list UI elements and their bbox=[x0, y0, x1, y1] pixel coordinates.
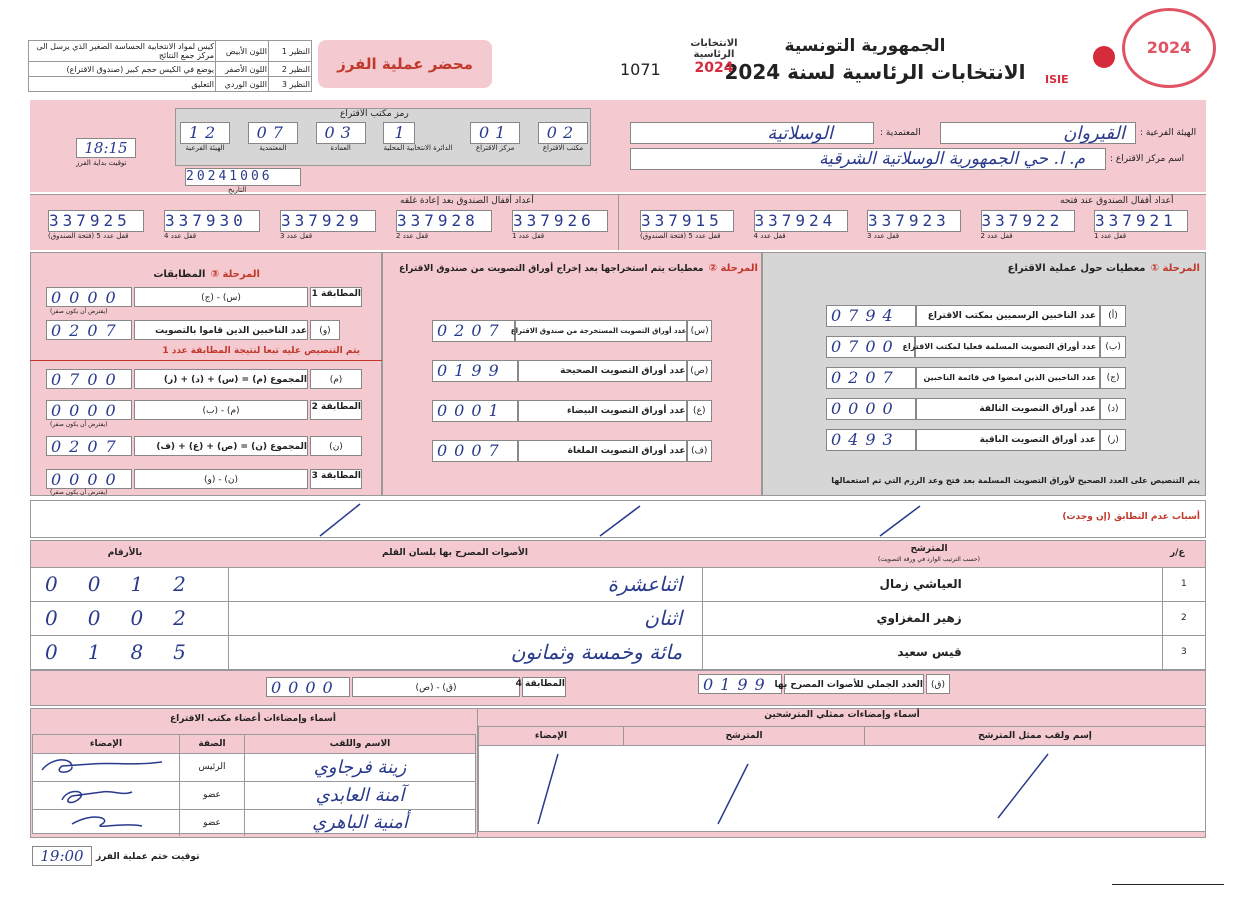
form-title: محضر عملية الفرز bbox=[337, 55, 473, 73]
lock-label: قفل عدد 2 bbox=[396, 232, 429, 240]
col-num: ع/ر bbox=[1170, 548, 1185, 558]
legend-color: اللون الأصفر bbox=[216, 62, 269, 77]
stage2-key: (ف) bbox=[687, 440, 712, 462]
reps-title: أسماء وإمضاءات ممثلي المترشحين bbox=[764, 710, 920, 720]
pen-stroke bbox=[998, 754, 1048, 818]
stage2-value[interactable]: 0207 bbox=[432, 320, 515, 342]
stage1-label: عدد أوراق التصويت المسلمة فعليا لمكتب الاقتراع bbox=[915, 336, 1100, 358]
pen-stroke bbox=[320, 504, 360, 536]
stage2-title-text: معطيات يتم استخراجها بعد إخراج أوراق التصويت من صندوق الاقتراع bbox=[399, 264, 704, 274]
stage1-rows bbox=[826, 306, 1126, 461]
stage1-note: يتم التنصيص على العدد الصحيح لأوراق التصويت المسلمة بعد فتح وعد الرزم التي تم استعمالها bbox=[831, 476, 1200, 485]
stage2-row bbox=[432, 360, 712, 380]
col-rep-name: إسم ولقب ممثل المترشح bbox=[978, 731, 1092, 741]
col-role: الصفة bbox=[180, 735, 245, 753]
sum-m-value[interactable]: 0700 bbox=[46, 369, 132, 389]
stage1-label: عدد أوراق التصويت التالفة bbox=[916, 398, 1100, 420]
lock-value[interactable]: 337925 bbox=[48, 210, 144, 232]
sum-m-key: (م) bbox=[310, 369, 362, 389]
legend-num: النظير 2 bbox=[269, 62, 312, 77]
lock-field bbox=[396, 210, 492, 250]
stage2-key: (س) bbox=[687, 320, 712, 342]
legend-desc: يوضع في الكيس حجم كبير (صندوق الاقتراع) bbox=[29, 62, 216, 77]
candidate-digits[interactable]: 0185 bbox=[31, 636, 229, 669]
stage1-row bbox=[826, 399, 1126, 419]
sum-n-key: (ن) bbox=[310, 436, 362, 456]
candidate-words[interactable]: اثناعشرة bbox=[229, 568, 704, 601]
candidate-name: زهير المغزاوي bbox=[703, 602, 1163, 635]
stage1-title-text: معطيات حول عملية الاقتراع bbox=[1007, 263, 1146, 274]
code-part-label: المعتمدية bbox=[259, 144, 287, 152]
member-role: الرئيس bbox=[180, 754, 245, 781]
code-value[interactable]: 12 bbox=[180, 122, 230, 144]
locks-divider bbox=[618, 194, 619, 250]
match3-label: المطابقة 3 bbox=[310, 469, 362, 489]
candidate-name: العياشي زمال bbox=[703, 568, 1163, 601]
candidate-row bbox=[30, 636, 1206, 670]
stage3-divider bbox=[30, 360, 382, 361]
candidates-table bbox=[30, 568, 1206, 670]
match3-value[interactable]: 0000 bbox=[46, 469, 132, 489]
candidate-words[interactable]: اثنان bbox=[229, 602, 704, 635]
candidate-num: 3 bbox=[1180, 647, 1187, 657]
code-value[interactable]: 03 bbox=[316, 122, 366, 144]
stage1-key: (ب) bbox=[1100, 336, 1126, 358]
lock-label: قفل عدد 2 bbox=[980, 232, 1013, 240]
stage1-row bbox=[826, 430, 1126, 450]
code-value[interactable]: 07 bbox=[248, 122, 298, 144]
col-rep-sign: الإمضاء bbox=[479, 727, 624, 745]
locks-after-row bbox=[48, 210, 608, 250]
sub-authority-value[interactable]: القيروان bbox=[940, 122, 1136, 144]
lock-value[interactable]: 337928 bbox=[396, 210, 492, 232]
voted-value[interactable]: 0207 bbox=[46, 320, 132, 340]
lock-field bbox=[867, 210, 961, 250]
center-value[interactable]: م. ا. حي الجمهورية الوسلاتية الشرقية bbox=[630, 148, 1106, 170]
lock-value[interactable]: 337923 bbox=[867, 210, 961, 232]
end-time-label: توقيت ختم عملية الفرز bbox=[96, 852, 200, 862]
stage2-label: عدد أوراق التصويت البيضاء bbox=[518, 400, 686, 422]
stage1-title bbox=[820, 256, 1200, 275]
code-value[interactable]: 01 bbox=[470, 122, 520, 144]
candidate-name: قيس سعيد bbox=[703, 636, 1163, 669]
form-number: 1071 bbox=[620, 60, 661, 79]
match3-formula: (و) - (ن) bbox=[134, 469, 308, 489]
stage2-value[interactable]: 0007 bbox=[432, 440, 518, 462]
col-fullname: الاسم واللقب bbox=[329, 739, 391, 749]
polling-code-fields bbox=[180, 122, 588, 162]
lock-value[interactable]: 337922 bbox=[981, 210, 1075, 232]
lock-field bbox=[164, 210, 260, 250]
q-value[interactable]: 0199 bbox=[698, 674, 782, 694]
member-role: عضو bbox=[180, 782, 245, 809]
lock-label: قفل عدد 3 bbox=[867, 232, 900, 240]
voted-label: عدد الناخبين الذين قاموا بالتصويت bbox=[134, 320, 308, 340]
legend-row bbox=[29, 41, 312, 62]
signature-stroke bbox=[62, 792, 132, 803]
sub-authority-label: الهيئة الفرعية : bbox=[1140, 128, 1197, 138]
signature-stroke bbox=[42, 760, 162, 772]
code-value[interactable]: 02 bbox=[538, 122, 588, 144]
q-label: العدد الجملي للأصوات المصرح بها bbox=[784, 674, 924, 694]
stage3-title-text: المطابقات bbox=[153, 269, 206, 280]
legend-color: اللون الوردي bbox=[216, 77, 269, 92]
candidate-digits[interactable]: 0002 bbox=[31, 602, 229, 635]
stage1-value[interactable]: 0493 bbox=[826, 429, 916, 451]
stage3-title bbox=[40, 262, 260, 281]
voted-note: يتم التنصيص عليه تبعا لنتيجة المطابقة عدد 1 bbox=[162, 346, 360, 356]
code-part bbox=[316, 122, 366, 162]
legend-num: النظير 3 bbox=[269, 77, 312, 92]
code-value[interactable]: 1 bbox=[383, 122, 415, 144]
logo-text: الانتخابات الرئاسية bbox=[690, 38, 738, 60]
stage3-stage: المرحلة ③ bbox=[210, 269, 260, 280]
member-role: عضو bbox=[180, 810, 245, 836]
stamp bbox=[1122, 8, 1216, 88]
header-republic: الجمهورية التونسية bbox=[784, 36, 946, 56]
lock-label: قفل عدد 1 bbox=[1094, 232, 1127, 240]
mismatch-label: أسباب عدم التطابق (إن وجدت) bbox=[1062, 512, 1200, 522]
stage2-label: عدد أوراق التصويت المستخرجة من صندوق الاقتراع bbox=[515, 320, 687, 342]
code-part-label: الدائرة الانتخابية المحلية bbox=[383, 144, 453, 152]
totals-section bbox=[30, 670, 1206, 706]
lock-value[interactable]: 337929 bbox=[280, 210, 376, 232]
member-name[interactable]: زينة فرجاوي bbox=[313, 757, 407, 778]
lock-label: قفل عدد 3 bbox=[280, 232, 313, 240]
lock-label: قفل عدد 4 bbox=[164, 232, 197, 240]
lock-field bbox=[754, 210, 848, 250]
lock-value[interactable]: 337926 bbox=[512, 210, 608, 232]
form-title-box bbox=[318, 40, 492, 88]
code-part-label: الهيئة الفرعية bbox=[185, 144, 225, 152]
stage2-row bbox=[432, 320, 712, 340]
match2-note: (يفترض أن يكون صفر) bbox=[50, 421, 108, 428]
match4-formula: (ص) - (ق) bbox=[352, 677, 520, 697]
signature-stroke bbox=[72, 817, 142, 826]
candidate-words[interactable]: مائة وخمسة وثمانون bbox=[229, 636, 704, 669]
candidate-num: 2 bbox=[1180, 613, 1187, 623]
pen-stroke bbox=[600, 506, 640, 536]
legend-desc: كيس لمواد الانتخابية الحساسة الصغير الذي يرسل الى مركز جمع النتائج bbox=[29, 41, 216, 62]
lock-value[interactable]: 337921 bbox=[1094, 210, 1188, 232]
stage1-value[interactable]: 0207 bbox=[826, 367, 916, 389]
stage1-key: (أ) bbox=[1100, 305, 1126, 327]
header-election-title: الانتخابات الرئاسية لسنة 2024 bbox=[724, 60, 1026, 84]
stage2-stage: المرحلة ② bbox=[708, 263, 758, 274]
lock-value[interactable]: 337924 bbox=[754, 210, 848, 232]
stage1-value[interactable]: 0700 bbox=[826, 336, 915, 358]
sum-n-value[interactable]: 0207 bbox=[46, 436, 132, 456]
lock-label: قفل عدد 5 (فتحة الصندوق) bbox=[48, 232, 129, 240]
stage2-rows bbox=[432, 320, 712, 480]
match4-value[interactable]: 0000 bbox=[266, 677, 350, 697]
start-time-label: توقيت بداية الفرز bbox=[76, 159, 127, 167]
match4-label: المطابقة 4 bbox=[522, 677, 566, 697]
stamp-year: 2024 bbox=[1146, 38, 1192, 57]
lock-label: قفل عدد 5 (فتحة الصندوق) bbox=[640, 232, 721, 240]
candidate-num: 1 bbox=[1180, 579, 1187, 589]
polling-code-label: رمز مكتب الاقتراع bbox=[340, 109, 409, 119]
lock-field bbox=[280, 210, 376, 250]
locks-before-label: أعداد أقفال الصندوق عند فتحه bbox=[1060, 196, 1174, 206]
logo-year: 2024 bbox=[694, 60, 734, 76]
code-part bbox=[248, 122, 298, 162]
candidate-row bbox=[30, 602, 1206, 636]
stage2-row bbox=[432, 440, 712, 460]
stage1-row bbox=[826, 337, 1126, 357]
stage1-value[interactable]: 0794 bbox=[826, 305, 916, 327]
legend-num: النظير 1 bbox=[269, 41, 312, 62]
lock-field bbox=[1094, 210, 1188, 250]
sum-n-label: المجموع (ن) = (ص) + (ع) + (ف) bbox=[134, 436, 308, 456]
code-part bbox=[180, 122, 230, 162]
match2-label: المطابقة 2 bbox=[310, 400, 362, 420]
copies-legend bbox=[28, 40, 312, 92]
lock-field bbox=[640, 210, 734, 250]
match2-value[interactable]: 0000 bbox=[46, 400, 132, 420]
center-label: اسم مركز الاقتراع : bbox=[1110, 154, 1185, 164]
flag-icon bbox=[1093, 46, 1115, 68]
candidate-row bbox=[30, 568, 1206, 602]
candidate-digits[interactable]: 0012 bbox=[31, 568, 229, 601]
match1-formula: (ج) - (س) bbox=[134, 287, 308, 307]
locks-before-row bbox=[640, 210, 1188, 250]
legend-row bbox=[29, 62, 312, 77]
legend-row bbox=[29, 77, 312, 92]
stage1-label: عدد الناخبين الذين امضوا في قائمة الناخبين bbox=[916, 367, 1100, 389]
col-name-text: المترشح bbox=[910, 544, 948, 554]
q-key: (ق) bbox=[926, 674, 950, 694]
col-digits: بالأرقام bbox=[107, 548, 143, 558]
sum-m-label: المجموع (م) = (س) + (د) + (ر) bbox=[134, 369, 308, 389]
lock-field bbox=[981, 210, 1075, 250]
stage1-key: (د) bbox=[1100, 398, 1126, 420]
stage2-title bbox=[386, 256, 758, 275]
voted-key: (و) bbox=[310, 320, 340, 340]
member-name[interactable]: آمنة العابدي bbox=[315, 785, 405, 806]
member-signature-strokes bbox=[32, 752, 178, 834]
date-value[interactable]: 20241006 bbox=[185, 168, 301, 186]
col-rep-candidate: المترشح bbox=[624, 727, 865, 745]
stage1-label: عدد أوراق التصويت الباقية bbox=[916, 429, 1100, 451]
code-part bbox=[470, 122, 520, 162]
stage1-row bbox=[826, 368, 1126, 388]
legend-color: اللون الأبيض bbox=[216, 41, 269, 62]
lock-field bbox=[512, 210, 608, 250]
col-sign: الإمضاء bbox=[33, 735, 180, 753]
stage1-value[interactable]: 0000 bbox=[826, 398, 916, 420]
members-title: أسماء وإمضاءات أعضاء مكتب الاقتراع bbox=[170, 714, 336, 724]
reps-strokes bbox=[478, 744, 1206, 832]
end-time[interactable]: 19:00 bbox=[32, 846, 92, 866]
stage1-label: عدد الناخبين الرسميين بمكتب الاقتراع bbox=[916, 305, 1100, 327]
isie-logo-text: ISIE bbox=[1045, 73, 1069, 86]
lock-value[interactable]: 337915 bbox=[640, 210, 734, 232]
stage2-value[interactable]: 0199 bbox=[432, 360, 518, 382]
code-part-label: مكتب الاقتراع bbox=[542, 144, 584, 152]
stage1-key: (ج) bbox=[1100, 367, 1126, 389]
pen-stroke bbox=[880, 506, 920, 536]
lock-value[interactable]: 337930 bbox=[164, 210, 260, 232]
date-label: التاريخ bbox=[228, 186, 247, 194]
lock-field bbox=[48, 210, 144, 250]
code-part-label: العمادة bbox=[330, 144, 351, 152]
stage1-stage: المرحلة ① bbox=[1150, 263, 1200, 274]
code-part bbox=[383, 122, 452, 162]
delegation-value[interactable]: الوسلاتية bbox=[630, 122, 874, 144]
stage2-row bbox=[432, 400, 712, 420]
col-words: الأصوات المصرح بها بلسان القلم bbox=[382, 548, 528, 558]
match2-formula: (ب) - (م) bbox=[134, 400, 308, 420]
match1-note: (يفترض أن يكون صفر) bbox=[50, 308, 108, 315]
code-part bbox=[538, 122, 588, 162]
stage2-key: (ع) bbox=[687, 400, 712, 422]
stage2-value[interactable]: 0001 bbox=[432, 400, 518, 422]
lock-label: قفل عدد 1 bbox=[512, 232, 545, 240]
col-name-sub: (حسب الترتيب الوارد في ورقة التصويت) bbox=[878, 556, 980, 563]
legend-desc: التعليق bbox=[29, 77, 216, 92]
member-name[interactable]: أمنية الباهري bbox=[312, 812, 408, 833]
code-part-label: مركز الاقتراع bbox=[475, 144, 515, 152]
isie-logo bbox=[1045, 30, 1115, 90]
delegation-label: المعتمدية : bbox=[880, 128, 921, 138]
stage1-row bbox=[826, 306, 1126, 326]
stage2-key: (ص) bbox=[687, 360, 712, 382]
start-time[interactable]: 18:15 bbox=[76, 138, 136, 158]
match1-label: المطابقة 1 bbox=[310, 287, 362, 307]
col-name bbox=[694, 544, 1164, 564]
stage2-label: عدد أوراق التصويت الملغاة bbox=[518, 440, 686, 462]
match3-note: (يفترض أن يكون صفر) bbox=[50, 489, 108, 496]
pen-stroke bbox=[538, 754, 558, 824]
lock-label: قفل عدد 4 bbox=[753, 232, 786, 240]
footer-line bbox=[1112, 884, 1224, 885]
election-logo bbox=[684, 38, 744, 93]
pen-stroke bbox=[718, 764, 748, 824]
stage2-label: عدد أوراق التصويت الصحيحة bbox=[518, 360, 686, 382]
match1-value[interactable]: 0000 bbox=[46, 287, 132, 307]
locks-after-label: أعداد أقفال الصندوق بعد إعادة غلقه bbox=[400, 196, 534, 206]
mismatch-strokes bbox=[30, 500, 1070, 538]
stage1-key: (ر) bbox=[1100, 429, 1126, 451]
